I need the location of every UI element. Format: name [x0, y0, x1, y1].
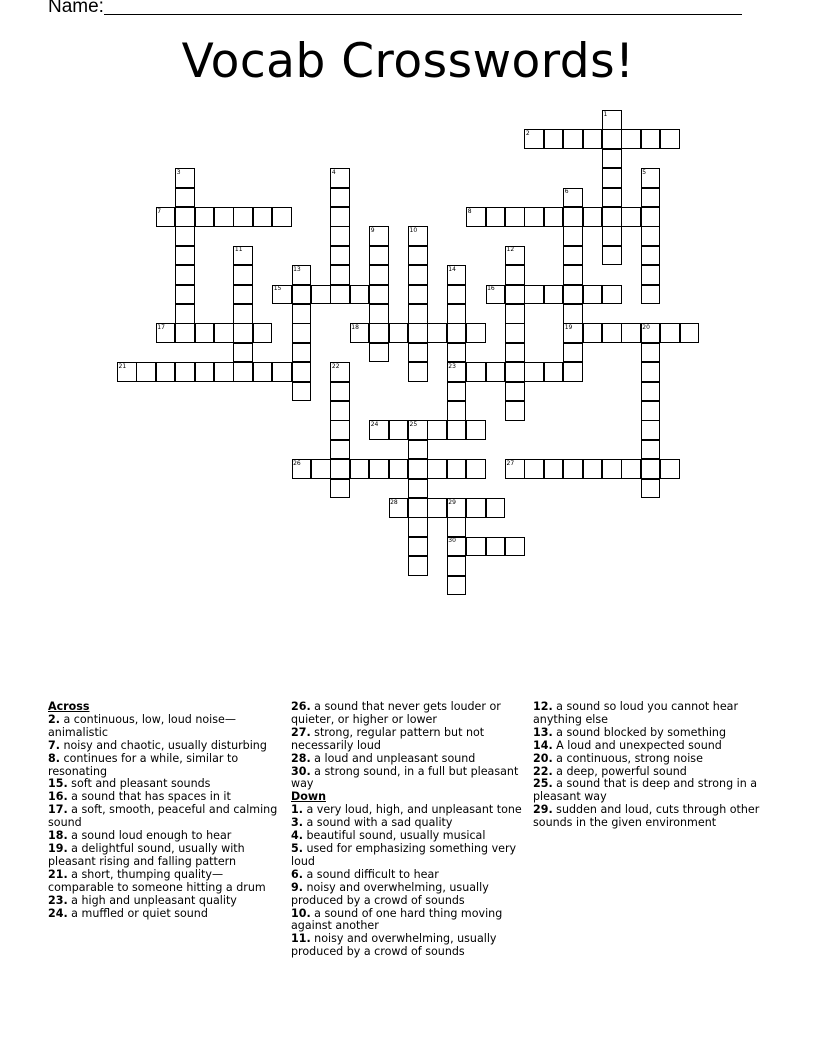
clue-number-label: 12. [533, 700, 553, 713]
clue-number-label: 15. [48, 777, 68, 791]
grid-cell[interactable] [486, 207, 506, 227]
grid-cell[interactable] [350, 459, 370, 479]
clue-text: A loud and unexpected sound [552, 738, 722, 752]
clue-text: a strong sound, in a full but pleasant way [291, 764, 519, 791]
grid-cell[interactable] [641, 246, 661, 266]
clue-number-label: 9. [291, 880, 303, 894]
grid-cell[interactable] [583, 459, 603, 479]
grid-cell[interactable] [505, 207, 525, 227]
clue-number: 28 [390, 498, 398, 506]
grid-cell[interactable] [641, 207, 661, 227]
grid-cell[interactable] [389, 459, 409, 479]
grid-cell[interactable] [389, 323, 409, 343]
clue-column-1 [48, 701, 284, 920]
clue-number: 7 [157, 207, 162, 215]
grid-cell[interactable] [660, 459, 680, 479]
grid-cell[interactable] [621, 207, 641, 227]
clue-text: a sound so loud you cannot hear anything else [533, 700, 739, 726]
clue-column-3 [533, 701, 769, 830]
grid-cell[interactable] [408, 537, 428, 557]
grid-cell[interactable] [272, 207, 292, 227]
grid-cell[interactable] [408, 362, 428, 382]
grid-cell[interactable] [602, 459, 622, 479]
clue-item [533, 701, 769, 727]
grid-cell[interactable] [447, 459, 467, 479]
clue-text: a muffled or quiet sound [67, 906, 208, 920]
grid-cell[interactable] [641, 343, 661, 363]
grid-cell[interactable] [330, 382, 350, 402]
grid-cell[interactable] [427, 420, 447, 440]
grid-cell[interactable] [563, 129, 583, 149]
clue-text: beautiful sound, usually musical [302, 829, 486, 843]
grid-cell[interactable] [583, 129, 603, 149]
grid-cell[interactable] [175, 323, 195, 343]
grid-cell[interactable] [369, 304, 389, 324]
grid-cell[interactable] [330, 207, 350, 227]
grid-cell[interactable] [292, 382, 312, 402]
grid-cell[interactable] [641, 382, 661, 402]
grid-cell[interactable] [408, 246, 428, 266]
clue-number-label: 18. [48, 829, 68, 843]
grid-cell[interactable] [408, 304, 428, 324]
grid-cell[interactable] [369, 343, 389, 363]
clue-item [291, 843, 527, 869]
clue-number: 11 [234, 246, 243, 254]
clue-number: 26 [293, 459, 301, 467]
grid-cell[interactable] [641, 362, 661, 382]
clue-text: a short, thumping quality—comparable to someone hitting a drum [48, 867, 266, 894]
clue-number-label: 22. [533, 764, 553, 778]
clue-number: 21 [118, 362, 127, 370]
grid-cell[interactable] [544, 459, 564, 479]
clue-number-label: 26. [291, 700, 311, 713]
grid-cell[interactable] [292, 362, 312, 382]
clue-number: 17 [157, 323, 165, 331]
grid-cell[interactable] [641, 459, 661, 479]
clue-text: soft and pleasant sounds [67, 777, 211, 791]
clue-item [48, 843, 284, 869]
grid-cell[interactable] [563, 459, 583, 479]
grid-cell[interactable] [389, 420, 409, 440]
clue-text: a soft, smooth, peaceful and calming sound [48, 803, 278, 830]
clue-number: 20 [642, 323, 650, 331]
grid-cell[interactable] [466, 323, 486, 343]
clue-number: 30 [448, 537, 456, 545]
grid-cell[interactable] [292, 343, 312, 363]
clue-item [48, 908, 284, 921]
grid-cell[interactable] [330, 226, 350, 246]
grid-cell[interactable] [447, 323, 467, 343]
grid-cell[interactable] [330, 440, 350, 460]
clue-number-label: 16. [48, 790, 68, 804]
clue-number: 29 [448, 498, 456, 506]
grid-cell[interactable] [563, 285, 583, 305]
clue-number-label: 30. [291, 764, 311, 778]
grid-cell[interactable] [136, 362, 156, 382]
grid-cell[interactable] [272, 362, 292, 382]
grid-cell[interactable] [214, 362, 234, 382]
clue-text: a loud and unpleasant sound [310, 751, 476, 765]
grid-cell[interactable] [350, 285, 370, 305]
grid-cell[interactable] [233, 207, 253, 227]
grid-cell[interactable] [408, 556, 428, 576]
clue-item [48, 714, 284, 740]
clue-number: 25 [409, 420, 418, 428]
grid-cell[interactable] [292, 323, 312, 343]
grid-cell[interactable] [156, 362, 176, 382]
grid-cell[interactable] [408, 440, 428, 460]
grid-cell[interactable] [175, 207, 195, 227]
clue-text: strong, regular pattern but not necessarily loud [291, 725, 485, 752]
grid-cell[interactable] [486, 362, 506, 382]
grid-cell[interactable] [505, 304, 525, 324]
clue-number-label: 1. [291, 803, 303, 817]
grid-cell[interactable] [641, 479, 661, 499]
grid-cell[interactable] [621, 459, 641, 479]
grid-cell[interactable] [602, 129, 622, 149]
grid-cell[interactable] [330, 246, 350, 266]
grid-cell[interactable] [408, 265, 428, 285]
clue-text: a sound of one hard thing moving against another [291, 906, 503, 933]
grid-cell[interactable] [641, 285, 661, 305]
grid-cell[interactable] [563, 226, 583, 246]
grid-cell[interactable] [447, 517, 467, 537]
grid-cell[interactable] [369, 459, 389, 479]
grid-cell[interactable] [408, 498, 428, 518]
grid-cell[interactable] [233, 323, 253, 343]
grid-cell[interactable] [330, 285, 350, 305]
grid-cell[interactable] [175, 362, 195, 382]
grid-cell[interactable] [427, 459, 447, 479]
clue-item [291, 766, 527, 792]
grid-cell[interactable] [408, 343, 428, 363]
grid-cell[interactable] [544, 207, 564, 227]
clue-number-label: 21. [48, 867, 68, 881]
grid-cell[interactable] [253, 323, 273, 343]
clue-text: noisy and overwhelming, usually produced by a crowd of sounds [291, 932, 497, 959]
grid-cell[interactable] [583, 285, 603, 305]
clue-number: 13 [293, 265, 301, 273]
clue-text: a delightful sound, usually with pleasant rising and falling pattern [48, 841, 245, 868]
clue-number: 6 [564, 188, 569, 196]
grid-cell[interactable] [544, 285, 564, 305]
grid-cell[interactable] [524, 285, 544, 305]
clue-item [291, 727, 527, 753]
down-heading: Down [291, 790, 326, 804]
clue-text: a sound difficult to hear [302, 867, 439, 881]
clue-number: 5 [642, 168, 647, 176]
grid-cell[interactable] [602, 207, 622, 227]
grid-cell[interactable] [292, 304, 312, 324]
clue-number: 9 [370, 226, 375, 234]
grid-cell[interactable] [195, 323, 215, 343]
clue-text: a deep, powerful sound [552, 764, 687, 778]
grid-cell[interactable] [466, 362, 486, 382]
clue-item [291, 882, 527, 908]
clue-number: 15 [273, 285, 282, 293]
grid-cell[interactable] [330, 265, 350, 285]
grid-cell[interactable] [330, 479, 350, 499]
clue-number: 1 [603, 110, 608, 118]
grid-cell[interactable] [175, 285, 195, 305]
clue-item [48, 753, 284, 779]
grid-cell[interactable] [175, 188, 195, 208]
clue-number: 10 [409, 226, 418, 234]
grid-cell[interactable] [505, 401, 525, 421]
grid-cell[interactable] [233, 285, 253, 305]
grid-cell[interactable] [505, 537, 525, 557]
grid-cell[interactable] [660, 323, 680, 343]
grid-cell[interactable] [253, 362, 273, 382]
grid-cell[interactable] [233, 343, 253, 363]
clue-number: 8 [467, 207, 472, 215]
clue-number: 18 [351, 323, 359, 331]
clue-column-2 [291, 701, 527, 959]
grid-cell[interactable] [311, 285, 331, 305]
grid-cell[interactable] [408, 285, 428, 305]
clue-number-label: 17. [48, 803, 68, 817]
clue-text: sudden and loud, cuts through other sounds in the given environment [533, 803, 760, 830]
grid-cell[interactable] [233, 265, 253, 285]
clue-item [533, 804, 769, 830]
clue-number-label: 3. [291, 816, 303, 830]
grid-cell[interactable] [330, 459, 350, 479]
grid-cell[interactable] [563, 362, 583, 382]
clue-item [48, 869, 284, 895]
clue-number-label: 14. [533, 738, 553, 752]
grid-cell[interactable] [369, 285, 389, 305]
grid-cell[interactable] [427, 498, 447, 518]
clue-number-label: 19. [48, 841, 68, 855]
clue-number-label: 10. [291, 906, 311, 920]
grid-cell[interactable] [233, 362, 253, 382]
grid-cell[interactable] [641, 401, 661, 421]
grid-cell[interactable] [447, 343, 467, 363]
clue-number: 2 [525, 129, 530, 137]
clue-number: 19 [564, 323, 573, 331]
grid-cell[interactable] [505, 323, 525, 343]
grid-cell[interactable] [175, 226, 195, 246]
grid-cell[interactable] [466, 537, 486, 557]
grid-cell[interactable] [486, 498, 506, 518]
clue-number-label: 27. [291, 725, 311, 739]
clue-number: 23 [448, 362, 456, 370]
clue-text: used for emphasizing something very loud [291, 841, 517, 868]
grid-cell[interactable] [505, 382, 525, 402]
grid-cell[interactable] [214, 323, 234, 343]
clue-number: 24 [370, 420, 379, 428]
clue-number: 27 [506, 459, 515, 467]
grid-cell[interactable] [602, 246, 622, 266]
grid-cell[interactable] [447, 401, 467, 421]
across-heading: Across [48, 700, 90, 713]
grid-cell[interactable] [447, 556, 467, 576]
grid-cell[interactable] [641, 188, 661, 208]
grid-cell[interactable] [466, 420, 486, 440]
grid-cell[interactable] [524, 362, 544, 382]
grid-cell[interactable] [641, 265, 661, 285]
grid-cell[interactable] [505, 343, 525, 363]
grid-cell[interactable] [447, 382, 467, 402]
clue-number-label: 24. [48, 906, 68, 920]
clue-text: a sound that has spaces in it [67, 790, 231, 804]
grid-cell[interactable] [544, 129, 564, 149]
grid-cell[interactable] [583, 207, 603, 227]
grid-cell[interactable] [563, 304, 583, 324]
grid-cell[interactable] [466, 498, 486, 518]
grid-cell[interactable] [641, 226, 661, 246]
clue-text: a continuous, low, loud noise—animalistic [48, 712, 236, 739]
grid-cell[interactable] [369, 323, 389, 343]
grid-cell[interactable] [563, 246, 583, 266]
grid-cell[interactable] [602, 285, 622, 305]
grid-cell[interactable] [369, 265, 389, 285]
grid-cell[interactable] [660, 129, 680, 149]
clue-text: a sound blocked by something [552, 725, 727, 739]
grid-cell[interactable] [641, 129, 661, 149]
grid-cell[interactable] [621, 129, 641, 149]
clue-item [291, 933, 527, 959]
clue-number-label: 20. [533, 751, 553, 765]
clue-number: 14 [448, 265, 456, 273]
clue-number: 3 [176, 168, 181, 176]
grid-cell[interactable] [447, 576, 467, 596]
clue-number-label: 13. [533, 725, 553, 739]
grid-cell[interactable] [524, 207, 544, 227]
grid-cell[interactable] [447, 420, 467, 440]
grid-cell[interactable] [408, 459, 428, 479]
grid-cell[interactable] [195, 207, 215, 227]
clue-item [533, 778, 769, 804]
grid-cell[interactable] [175, 246, 195, 266]
grid-cell[interactable] [466, 459, 486, 479]
clue-text: continues for a while, similar to resonating [48, 751, 239, 778]
grid-cell[interactable] [602, 168, 622, 188]
clue-number: 12 [506, 246, 515, 254]
grid-cell[interactable] [486, 537, 506, 557]
clue-number: 4 [331, 168, 336, 176]
grid-cell[interactable] [214, 207, 234, 227]
name-label: Name: [48, 0, 104, 17]
grid-cell[interactable] [602, 226, 622, 246]
clue-number-label: 28. [291, 751, 311, 765]
clue-number-label: 23. [48, 893, 68, 907]
grid-cell[interactable] [602, 188, 622, 208]
clue-number-label: 25. [533, 777, 553, 791]
grid-cell[interactable] [330, 188, 350, 208]
clue-item [291, 908, 527, 934]
clue-item [48, 804, 284, 830]
grid-cell[interactable] [292, 285, 312, 305]
clue-number-label: 2. [48, 712, 60, 726]
clue-item [291, 701, 527, 727]
grid-cell[interactable] [621, 323, 641, 343]
clue-number-label: 8. [48, 751, 60, 765]
clue-number-label: 29. [533, 803, 553, 817]
clue-number: 22 [331, 362, 340, 370]
grid-cell[interactable] [641, 420, 661, 440]
grid-cell[interactable] [563, 265, 583, 285]
clue-text: a sound with a sad quality [302, 816, 453, 830]
clue-number-label: 11. [291, 932, 311, 946]
grid-cell[interactable] [427, 323, 447, 343]
grid-cell[interactable] [195, 362, 215, 382]
grid-cell[interactable] [408, 479, 428, 499]
grid-cell[interactable] [680, 323, 700, 343]
grid-cell[interactable] [330, 420, 350, 440]
clue-text: a high and unpleasant quality [67, 893, 237, 907]
grid-cell[interactable] [524, 459, 544, 479]
clue-number-label: 5. [291, 841, 303, 855]
grid-cell[interactable] [330, 401, 350, 421]
grid-cell[interactable] [563, 343, 583, 363]
grid-cell[interactable] [544, 362, 564, 382]
clue-text: a very loud, high, and unpleasant tone [302, 803, 522, 817]
clue-text: a sound that is deep and strong in a pleasant way [533, 777, 758, 804]
grid-cell[interactable] [505, 362, 525, 382]
page-title: Vocab Crosswords! [181, 34, 635, 89]
grid-cell[interactable] [505, 285, 525, 305]
clue-text: a sound that never gets louder or quieter, or higher or lower [291, 700, 501, 726]
grid-cell[interactable] [408, 517, 428, 537]
grid-cell[interactable] [253, 207, 273, 227]
grid-cell[interactable] [447, 285, 467, 305]
grid-cell[interactable] [447, 304, 467, 324]
grid-cell[interactable] [602, 149, 622, 169]
grid-cell[interactable] [408, 323, 428, 343]
grid-cell[interactable] [175, 304, 195, 324]
grid-cell[interactable] [505, 265, 525, 285]
grid-cell[interactable] [641, 440, 661, 460]
grid-cell[interactable] [311, 459, 331, 479]
clue-number-label: 4. [291, 829, 303, 843]
clue-text: a continuous, strong noise [552, 751, 703, 765]
grid-cell[interactable] [563, 207, 583, 227]
grid-cell[interactable] [583, 323, 603, 343]
clue-number-label: 7. [48, 738, 60, 752]
clue-number: 16 [487, 285, 495, 293]
grid-cell[interactable] [602, 323, 622, 343]
grid-cell[interactable] [175, 265, 195, 285]
clue-text: noisy and chaotic, usually disturbing [59, 738, 267, 752]
clue-text: a sound loud enough to hear [67, 829, 232, 843]
grid-cell[interactable] [233, 304, 253, 324]
clue-text: noisy and overwhelming, usually produced by a crowd of sounds [291, 880, 489, 907]
clue-number-label: 6. [291, 867, 303, 881]
grid-cell[interactable] [369, 246, 389, 266]
